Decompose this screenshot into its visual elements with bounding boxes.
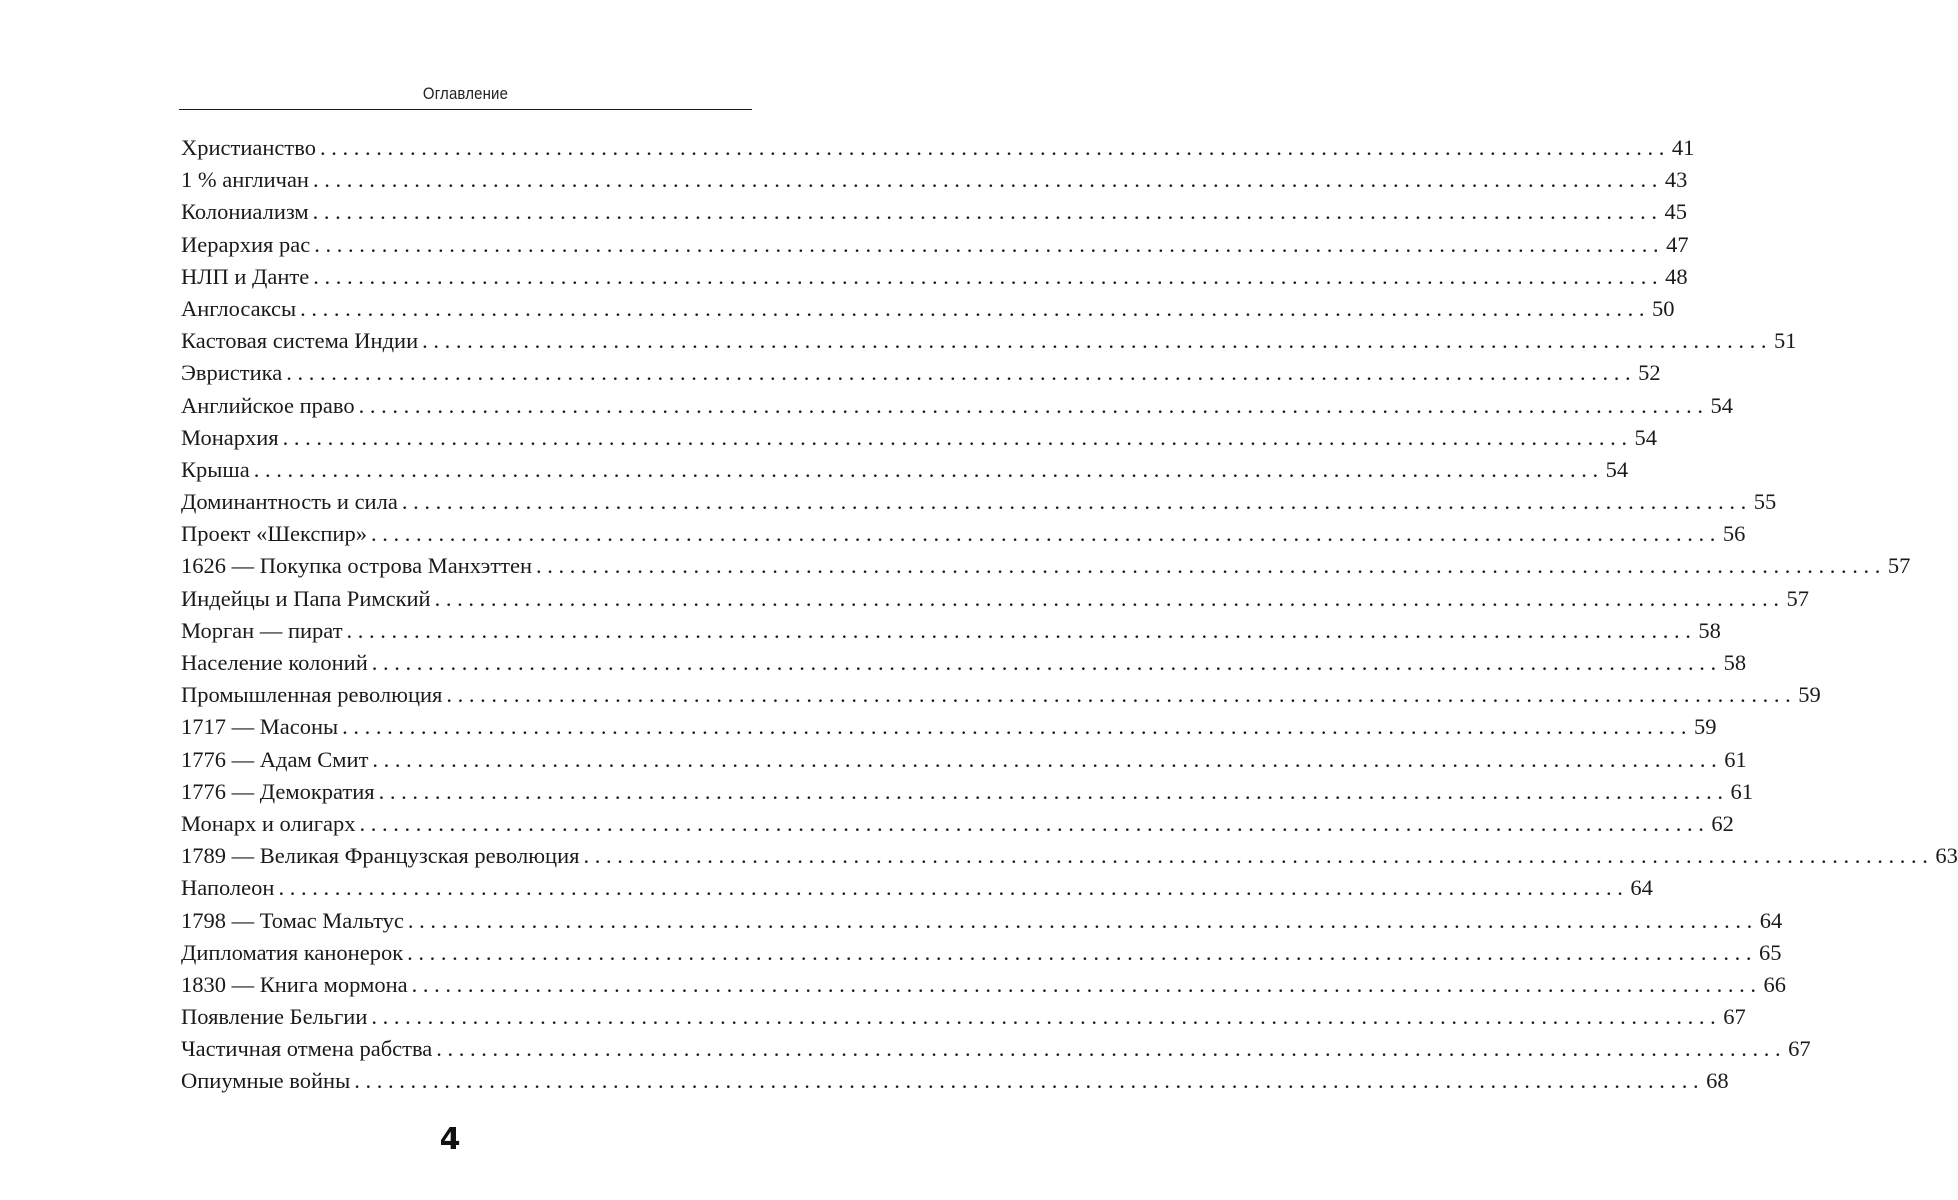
toc-entry-page: 55 — [1753, 489, 1777, 515]
toc-entry-page: 59 — [1798, 682, 1821, 708]
dot-leader: . . . . . . . . . . . . . . . . . . . . . . . . . . . . . . . . . . . . . . . . . . . . . . . . . . . . . . . . . . . . . . . . . . . . . . . . . . . . . . . . . . . . . . . . . . . . . . . . . . . . . . . . . . . . . . . . . . . . . . . . — [313, 263, 1658, 289]
toc-entry[interactable] — [181, 808, 1734, 840]
dot-leader: . . . . . . . . . . . . . . . . . . . . . . . . . . . . . . . . . . . . . . . . . . . . . . . . . . . . . . . . . . . . . . . . . . . . . . . . . . . . . . . . . . . . . . . . . . . . . . . . . . . . . . . . . . . . . . . . . . . . . . . . — [422, 328, 1767, 354]
toc-entry[interactable] — [181, 454, 1629, 486]
toc-entry-page: 47 — [1666, 231, 1689, 257]
toc-entry-title: Частичная отмена рабства — [181, 1036, 433, 1062]
toc-entry[interactable] — [181, 711, 1717, 743]
toc-entry[interactable] — [181, 518, 1746, 550]
toc-entry-title: Монарх и олигарх — [181, 810, 356, 836]
toc-entry-page: 52 — [1638, 360, 1661, 386]
toc-entry-title: Проект «Шекспир» — [181, 521, 367, 547]
table-of-contents — [181, 132, 1958, 1098]
toc-entry-page: 54 — [1634, 424, 1657, 450]
toc-entry-page: 65 — [1759, 939, 1782, 965]
toc-entry-title: Опиумные войны — [181, 1068, 351, 1094]
toc-entry-page: 54 — [1710, 392, 1733, 418]
toc-entry-title: Промышленная революция — [181, 682, 443, 708]
dot-leader: . . . . . . . . . . . . . . . . . . . . . . . . . . . . . . . . . . . . . . . . . . . . . . . . . . . . . . . . . . . . . . . . . . . . . . . . . . . . . . . . . . . . . . . . . . . . . . . . . . . . . . . . . . . . . . . . . . . . . . . . — [312, 199, 1658, 225]
toc-entry-page: 54 — [1605, 456, 1629, 482]
dot-leader: . . . . . . . . . . . . . . . . . . . . . . . . . . . . . . . . . . . . . . . . . . . . . . . . . . . . . . . . . . . . . . . . . . . . . . . . . . . . . . . . . . . . . . . . . . . . . . . . . . . . . . . . . . . . . . . . . . . . . . . . — [346, 617, 1691, 643]
dot-leader: . . . . . . . . . . . . . . . . . . . . . . . . . . . . . . . . . . . . . . . . . . . . . . . . . . . . . . . . . . . . . . . . . . . . . . . . . . . . . . . . . . . . . . . . . . . . . . . . . . . . . . . . . . . . . . . . . . . . . . . . — [378, 778, 1724, 804]
dot-leader: . . . . . . . . . . . . . . . . . . . . . . . . . . . . . . . . . . . . . . . . . . . . . . . . . . . . . . . . . . . . . . . . . . . . . . . . . . . . . . . . . . . . . . . . . . . . . . . . . . . . . . . . . . . . . . . . . . . . . . . . — [253, 456, 1599, 482]
toc-entry-page: 45 — [1664, 199, 1688, 225]
toc-entry-title: 1 % англичан — [181, 167, 309, 193]
toc-entry-page: 41 — [1671, 135, 1695, 160]
toc-entry-title: Доминантность и сила — [181, 489, 398, 515]
toc-entry-page: 64 — [1759, 907, 1783, 933]
toc-entry[interactable] — [181, 486, 1777, 518]
toc-entry[interactable] — [181, 357, 1661, 389]
toc-entry-page: 61 — [1724, 746, 1747, 772]
toc-entry[interactable] — [181, 1033, 1811, 1065]
toc-entry[interactable] — [181, 229, 1689, 261]
toc-entry[interactable] — [181, 1001, 1746, 1033]
toc-entry[interactable] — [181, 679, 1821, 711]
toc-entry[interactable] — [181, 132, 1695, 164]
header-rule — [179, 109, 752, 110]
toc-entry-title: 1626 — Покупка острова Манхэттен — [181, 553, 533, 579]
toc-entry-page: 43 — [1664, 167, 1688, 193]
toc-entry-page: 67 — [1723, 1004, 1746, 1030]
toc-entry-page: 57 — [1887, 553, 1911, 579]
page-number: 4 — [439, 1122, 461, 1157]
toc-entry[interactable] — [181, 164, 1688, 196]
dot-leader: . . . . . . . . . . . . . . . . . . . . . . . . . . . . . . . . . . . . . . . . . . . . . . . . . . . . . . . . . . . . . . . . . . . . . . . . . . . . . . . . . . . . . . . . . . . . . . . . . . . . . . . . . . . . . . . . . . . . . . . . — [342, 714, 1687, 740]
dot-leader: . . . . . . . . . . . . . . . . . . . . . . . . . . . . . . . . . . . . . . . . . . . . . . . . . . . . . . . . . . . . . . . . . . . . . . . . . . . . . . . . . . . . . . . . . . . . . . . . . . . . . . . . . . . . . . . . . . . . . . . . — [401, 489, 1747, 515]
toc-entry[interactable] — [181, 872, 1653, 904]
dot-leader: . . . . . . . . . . . . . . . . . . . . . . . . . . . . . . . . . . . . . . . . . . . . . . . . . . . . . . . . . . . . . . . . . . . . . . . . . . . . . . . . . . . . . . . . . . . . . . . . . . . . . . . . . . . . . . . . . . . . . . . . — [300, 295, 1645, 321]
toc-entry[interactable] — [181, 615, 1721, 647]
dot-leader: . . . . . . . . . . . . . . . . . . . . . . . . . . . . . . . . . . . . . . . . . . . . . . . . . . . . . . . . . . . . . . . . . . . . . . . . . . . . . . . . . . . . . . . . . . . . . . . . . . . . . . . . . . . . . . . . . . . . . . . . — [278, 875, 1623, 901]
toc-entry-page: 51 — [1773, 328, 1797, 354]
dot-leader: . . . . . . . . . . . . . . . . . . . . . . . . . . . . . . . . . . . . . . . . . . . . . . . . . . . . . . . . . . . . . . . . . . . . . . . . . . . . . . . . . . . . . . . . . . . . . . . . . . . . . . . . . . . . . . . . . . . . . . . . — [371, 1004, 1716, 1030]
toc-entry-title: Население колоний — [181, 650, 368, 675]
toc-entry-page: 63 — [1935, 843, 1958, 869]
toc-entry[interactable] — [181, 196, 1688, 228]
toc-entry-title: Английское право — [181, 392, 355, 418]
toc-entry[interactable] — [181, 647, 1747, 679]
dot-leader: . . . . . . . . . . . . . . . . . . . . . . . . . . . . . . . . . . . . . . . . . . . . . . . . . . . . . . . . . . . . . . . . . . . . . . . . . . . . . . . . . . . . . . . . . . . . . . . . . . . . . . . . . . . . . . . . . . . . . . . . — [312, 167, 1658, 193]
toc-entry[interactable] — [181, 840, 1958, 872]
dot-leader: . . . . . . . . . . . . . . . . . . . . . . . . . . . . . . . . . . . . . . . . . . . . . . . . . . . . . . . . . . . . . . . . . . . . . . . . . . . . . . . . . . . . . . . . . . . . . . . . . . . . . . . . . . . . . . . . . . . . . . . . — [407, 939, 1752, 965]
toc-entry-title: Англосаксы — [181, 295, 297, 321]
toc-entry[interactable] — [181, 325, 1797, 357]
dot-leader: . . . . . . . . . . . . . . . . . . . . . . . . . . . . . . . . . . . . . . . . . . . . . . . . . . . . . . . . . . . . . . . . . . . . . . . . . . . . . . . . . . . . . . . . . . . . . . . . . . . . . . . . . . . . . . . . . . . . . . . . — [436, 1036, 1781, 1062]
dot-leader: . . . . . . . . . . . . . . . . . . . . . . . . . . . . . . . . . . . . . . . . . . . . . . . . . . . . . . . . . . . . . . . . . . . . . . . . . . . . . . . . . . . . . . . . . . . . . . . . . . . . . . . . . . . . . . . . . . . . . . . . — [583, 843, 1928, 869]
dot-leader: . . . . . . . . . . . . . . . . . . . . . . . . . . . . . . . . . . . . . . . . . . . . . . . . . . . . . . . . . . . . . . . . . . . . . . . . . . . . . . . . . . . . . . . . . . . . . . . . . . . . . . . . . . . . . . . . . . . . . . . . — [434, 585, 1779, 611]
toc-entry-page: 66 — [1763, 971, 1786, 997]
toc-entry[interactable] — [181, 969, 1786, 1001]
toc-entry[interactable] — [181, 261, 1688, 293]
toc-entry-title: НЛП и Данте — [181, 263, 310, 289]
toc-entry-title: Индейцы и Папа Римский — [181, 585, 431, 611]
toc-entry-page: 58 — [1698, 617, 1721, 643]
toc-entry[interactable] — [181, 422, 1657, 454]
toc-entry-title: 1830 — Книга мормона — [181, 971, 408, 997]
toc-entry-title: Эвристика — [181, 360, 283, 386]
dot-leader: . . . . . . . . . . . . . . . . . . . . . . . . . . . . . . . . . . . . . . . . . . . . . . . . . . . . . . . . . . . . . . . . . . . . . . . . . . . . . . . . . . . . . . . . . . . . . . . . . . . . . . . . . . . . . . . . . . . . . . . . — [282, 424, 1627, 450]
toc-entry-page: 57 — [1786, 585, 1809, 611]
toc-entry[interactable] — [181, 776, 1754, 808]
toc-entry-page: 62 — [1711, 810, 1734, 836]
dot-leader: . . . . . . . . . . . . . . . . . . . . . . . . . . . . . . . . . . . . . . . . . . . . . . . . . . . . . . . . . . . . . . . . . . . . . . . . . . . . . . . . . . . . . . . . . . . . . . . . . . . . . . . . . . . . . . . . . . . . . . . . — [372, 746, 1717, 772]
toc-entry-title: Христианство — [181, 135, 316, 160]
toc-entry-title: Крыша — [181, 456, 250, 482]
toc-entry-page: 67 — [1788, 1036, 1811, 1062]
toc-entry-title: 1798 — Томас Мальтус — [181, 907, 404, 933]
toc-entry-title: Появление Бельгии — [181, 1004, 368, 1030]
dot-leader: . . . . . . . . . . . . . . . . . . . . . . . . . . . . . . . . . . . . . . . . . . . . . . . . . . . . . . . . . . . . . . . . . . . . . . . . . . . . . . . . . . . . . . . . . . . . . . . . . . . . . . . . . . . . . . . . . . . . . . . . — [359, 810, 1704, 836]
toc-entry-title: Морган — пират — [181, 617, 343, 643]
toc-entry-page: 56 — [1722, 521, 1746, 547]
toc-entry[interactable] — [181, 937, 1782, 969]
dot-leader: . . . . . . . . . . . . . . . . . . . . . . . . . . . . . . . . . . . . . . . . . . . . . . . . . . . . . . . . . . . . . . . . . . . . . . . . . . . . . . . . . . . . . . . . . . . . . . . . . . . . . . . . . . . . . . . . . . . . . . . . — [536, 553, 1881, 579]
dot-leader: . . . . . . . . . . . . . . . . . . . . . . . . . . . . . . . . . . . . . . . . . . . . . . . . . . . . . . . . . . . . . . . . . . . . . . . . . . . . . . . . . . . . . . . . . . . . . . . . . . . . . . . . . . . . . . . . . . . . . . . . — [371, 650, 1717, 675]
toc-entry[interactable] — [181, 905, 1783, 937]
toc-entry-title: 1717 — Масоны — [181, 714, 339, 740]
dot-leader: . . . . . . . . . . . . . . . . . . . . . . . . . . . . . . . . . . . . . . . . . . . . . . . . . . . . . . . . . . . . . . . . . . . . . . . . . . . . . . . . . . . . . . . . . . . . . . . . . . . . . . . . . . . . . . . . . . . . . . . . — [446, 682, 1791, 708]
dot-leader: . . . . . . . . . . . . . . . . . . . . . . . . . . . . . . . . . . . . . . . . . . . . . . . . . . . . . . . . . . . . . . . . . . . . . . . . . . . . . . . . . . . . . . . . . . . . . . . . . . . . . . . . . . . . . . . . . . . . . . . . — [319, 135, 1665, 160]
toc-entry-title: 1789 — Великая Французская революция — [181, 843, 580, 869]
dot-leader: . . . . . . . . . . . . . . . . . . . . . . . . . . . . . . . . . . . . . . . . . . . . . . . . . . . . . . . . . . . . . . . . . . . . . . . . . . . . . . . . . . . . . . . . . . . . . . . . . . . . . . . . . . . . . . . . . . . . . . . . — [354, 1068, 1699, 1094]
toc-entry-title: Кастовая система Индии — [181, 328, 419, 354]
toc-entry-title: Монархия — [181, 424, 279, 450]
dot-leader: . . . . . . . . . . . . . . . . . . . . . . . . . . . . . . . . . . . . . . . . . . . . . . . . . . . . . . . . . . . . . . . . . . . . . . . . . . . . . . . . . . . . . . . . . . . . . . . . . . . . . . . . . . . . . . . . . . . . . . . . — [370, 521, 1716, 547]
toc-entry-title: Иерархия рас — [181, 231, 311, 257]
dot-leader: . . . . . . . . . . . . . . . . . . . . . . . . . . . . . . . . . . . . . . . . . . . . . . . . . . . . . . . . . . . . . . . . . . . . . . . . . . . . . . . . . . . . . . . . . . . . . . . . . . . . . . . . . . . . . . . . . . . . . . . . — [314, 231, 1659, 257]
toc-entry[interactable] — [181, 293, 1675, 325]
dot-leader: . . . . . . . . . . . . . . . . . . . . . . . . . . . . . . . . . . . . . . . . . . . . . . . . . . . . . . . . . . . . . . . . . . . . . . . . . . . . . . . . . . . . . . . . . . . . . . . . . . . . . . . . . . . . . . . . . . . . . . . . — [407, 907, 1753, 933]
toc-entry[interactable] — [181, 744, 1747, 776]
toc-entry-page: 48 — [1665, 263, 1688, 289]
toc-entry[interactable] — [181, 550, 1911, 582]
dot-leader: . . . . . . . . . . . . . . . . . . . . . . . . . . . . . . . . . . . . . . . . . . . . . . . . . . . . . . . . . . . . . . . . . . . . . . . . . . . . . . . . . . . . . . . . . . . . . . . . . . . . . . . . . . . . . . . . . . . . . . . . — [411, 971, 1756, 997]
dot-leader: . . . . . . . . . . . . . . . . . . . . . . . . . . . . . . . . . . . . . . . . . . . . . . . . . . . . . . . . . . . . . . . . . . . . . . . . . . . . . . . . . . . . . . . . . . . . . . . . . . . . . . . . . . . . . . . . . . . . . . . . — [358, 392, 1703, 418]
toc-entry-title: 1776 — Демократия — [181, 778, 375, 804]
toc-entry[interactable] — [181, 390, 1733, 422]
toc-entry-title: Дипломатия канонерок — [181, 939, 404, 965]
running-head: Оглавление — [422, 84, 509, 103]
toc-entry-title: Колониализм — [181, 199, 309, 225]
toc-entry-page: 68 — [1706, 1068, 1729, 1094]
toc-entry-page: 59 — [1694, 714, 1717, 740]
toc-entry-page: 50 — [1652, 295, 1675, 321]
toc-entry[interactable] — [181, 1065, 1729, 1097]
toc-entry[interactable] — [181, 583, 1809, 615]
dot-leader: . . . . . . . . . . . . . . . . . . . . . . . . . . . . . . . . . . . . . . . . . . . . . . . . . . . . . . . . . . . . . . . . . . . . . . . . . . . . . . . . . . . . . . . . . . . . . . . . . . . . . . . . . . . . . . . . . . . . . . . . — [286, 360, 1631, 386]
toc-entry-page: 64 — [1630, 875, 1653, 901]
toc-entry-page: 61 — [1730, 778, 1754, 804]
toc-entry-title: Наполеон — [181, 875, 275, 901]
toc-entry-page: 58 — [1723, 650, 1747, 675]
toc-entry-title: 1776 — Адам Смит — [181, 746, 369, 772]
